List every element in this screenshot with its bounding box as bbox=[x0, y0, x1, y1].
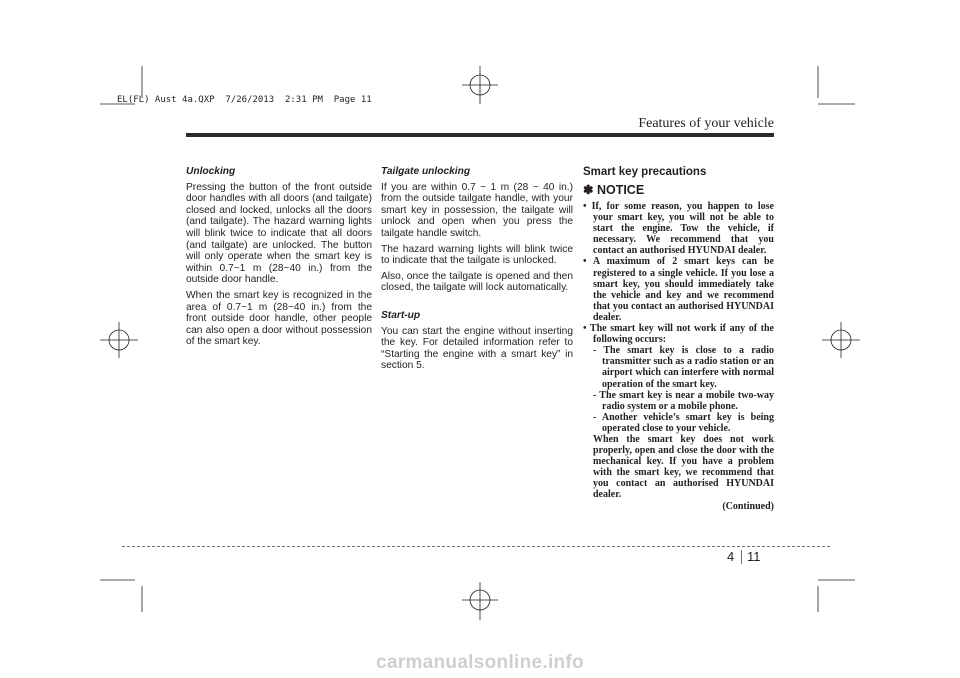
column-precautions bbox=[583, 166, 774, 512]
continued-label: (Continued) bbox=[722, 500, 774, 512]
tailgate-paragraph-1: If you are within 0.7 ~ 1 m (28 ~ 40 in.) from the outside tailgate handle, with your smart key in possession, the tailgate will unlock and open when you press the tailgate handle switch. bbox=[381, 181, 573, 239]
watermark: carmanualsonline.info bbox=[376, 652, 584, 673]
notice-body bbox=[583, 201, 774, 512]
start-up-paragraph: You can start the engine without inserting the key. For detailed information refer to “Starting the engine with a smart key” in section 5. bbox=[381, 325, 573, 372]
heading-start-up: Start-up bbox=[381, 309, 421, 321]
header-rule bbox=[186, 133, 774, 137]
notice-bullet-3: • The smart key will not work if any of the following occurs: bbox=[583, 323, 774, 346]
unlocking-paragraph-2: When the smart key is recognized in the area of 0.7~1 m (28~40 in.) from the front outside door handle, other people can also open a door without possession of the smart key. bbox=[186, 289, 372, 348]
notice-closing-paragraph: When the smart key does not work properly, open and close the door with the mechanical key. If you have a problem with the smart key, we recommend that you contact an authorised HYUNDAI dealer. bbox=[593, 433, 774, 501]
section-number: 4 bbox=[727, 549, 735, 564]
print-slug: EL(FL) Aust 4a.QXP 7/26/2013 2:31 PM Page 11 bbox=[117, 95, 372, 105]
heading-unlocking: Unlocking bbox=[186, 166, 236, 177]
tailgate-paragraph-2: The hazard warning lights will blink twice to indicate that the tailgate is unlocked. bbox=[381, 243, 573, 267]
notice-subitem-1: - The smart key is close to a radio transmitter such as a radio station or an airport which can interfere with normal operation of the smart key. bbox=[593, 345, 774, 390]
notice-heading: ✽ NOTICE bbox=[583, 183, 645, 197]
column-tailgate bbox=[381, 166, 573, 376]
unlocking-paragraph-1: Pressing the button of the front outside door handles with all doors (and tailgate) closed and locked, unlocks all the doors (and tailgate). The hazard warning lights will blink twice to indicate that all doors (and tailgate) are unlocked. The button will only operate when the smart key is within 0.7~1 m (28~40 in.) from the outside door handle. bbox=[186, 181, 372, 286]
section-title: Features of your vehicle bbox=[638, 116, 774, 131]
notice-subitem-3: - Another vehicle’s smart key is being operated close to your vehicle. bbox=[593, 411, 774, 434]
column-unlocking bbox=[186, 166, 372, 352]
notice-bullet-2: • A maximum of 2 smart keys can be registered to a single vehicle. If you lose a smart key, you should immediately take the vehicle and key and we recommend that you contact an authorised HYUNDAI dealer. bbox=[583, 256, 774, 323]
heading-smart-key-precautions: Smart key precautions bbox=[583, 166, 707, 178]
footer-rule bbox=[122, 546, 830, 547]
heading-tailgate-unlocking: Tailgate unlocking bbox=[381, 166, 471, 177]
page-number-divider bbox=[741, 550, 742, 564]
tailgate-paragraph-3: Also, once the tailgate is opened and then closed, the tailgate will lock automatically. bbox=[381, 270, 573, 294]
notice-bullet-1: • If, for some reason, you happen to lose your smart key, you will not be able to start the engine. Tow the vehicle, if necessary. We recommend that you contact an authorised HYUNDAI dealer. bbox=[583, 201, 774, 257]
notice-subitem-2: - The smart key is near a mobile two-way radio system or a mobile phone. bbox=[593, 389, 774, 412]
page-number: 11 bbox=[747, 549, 761, 564]
